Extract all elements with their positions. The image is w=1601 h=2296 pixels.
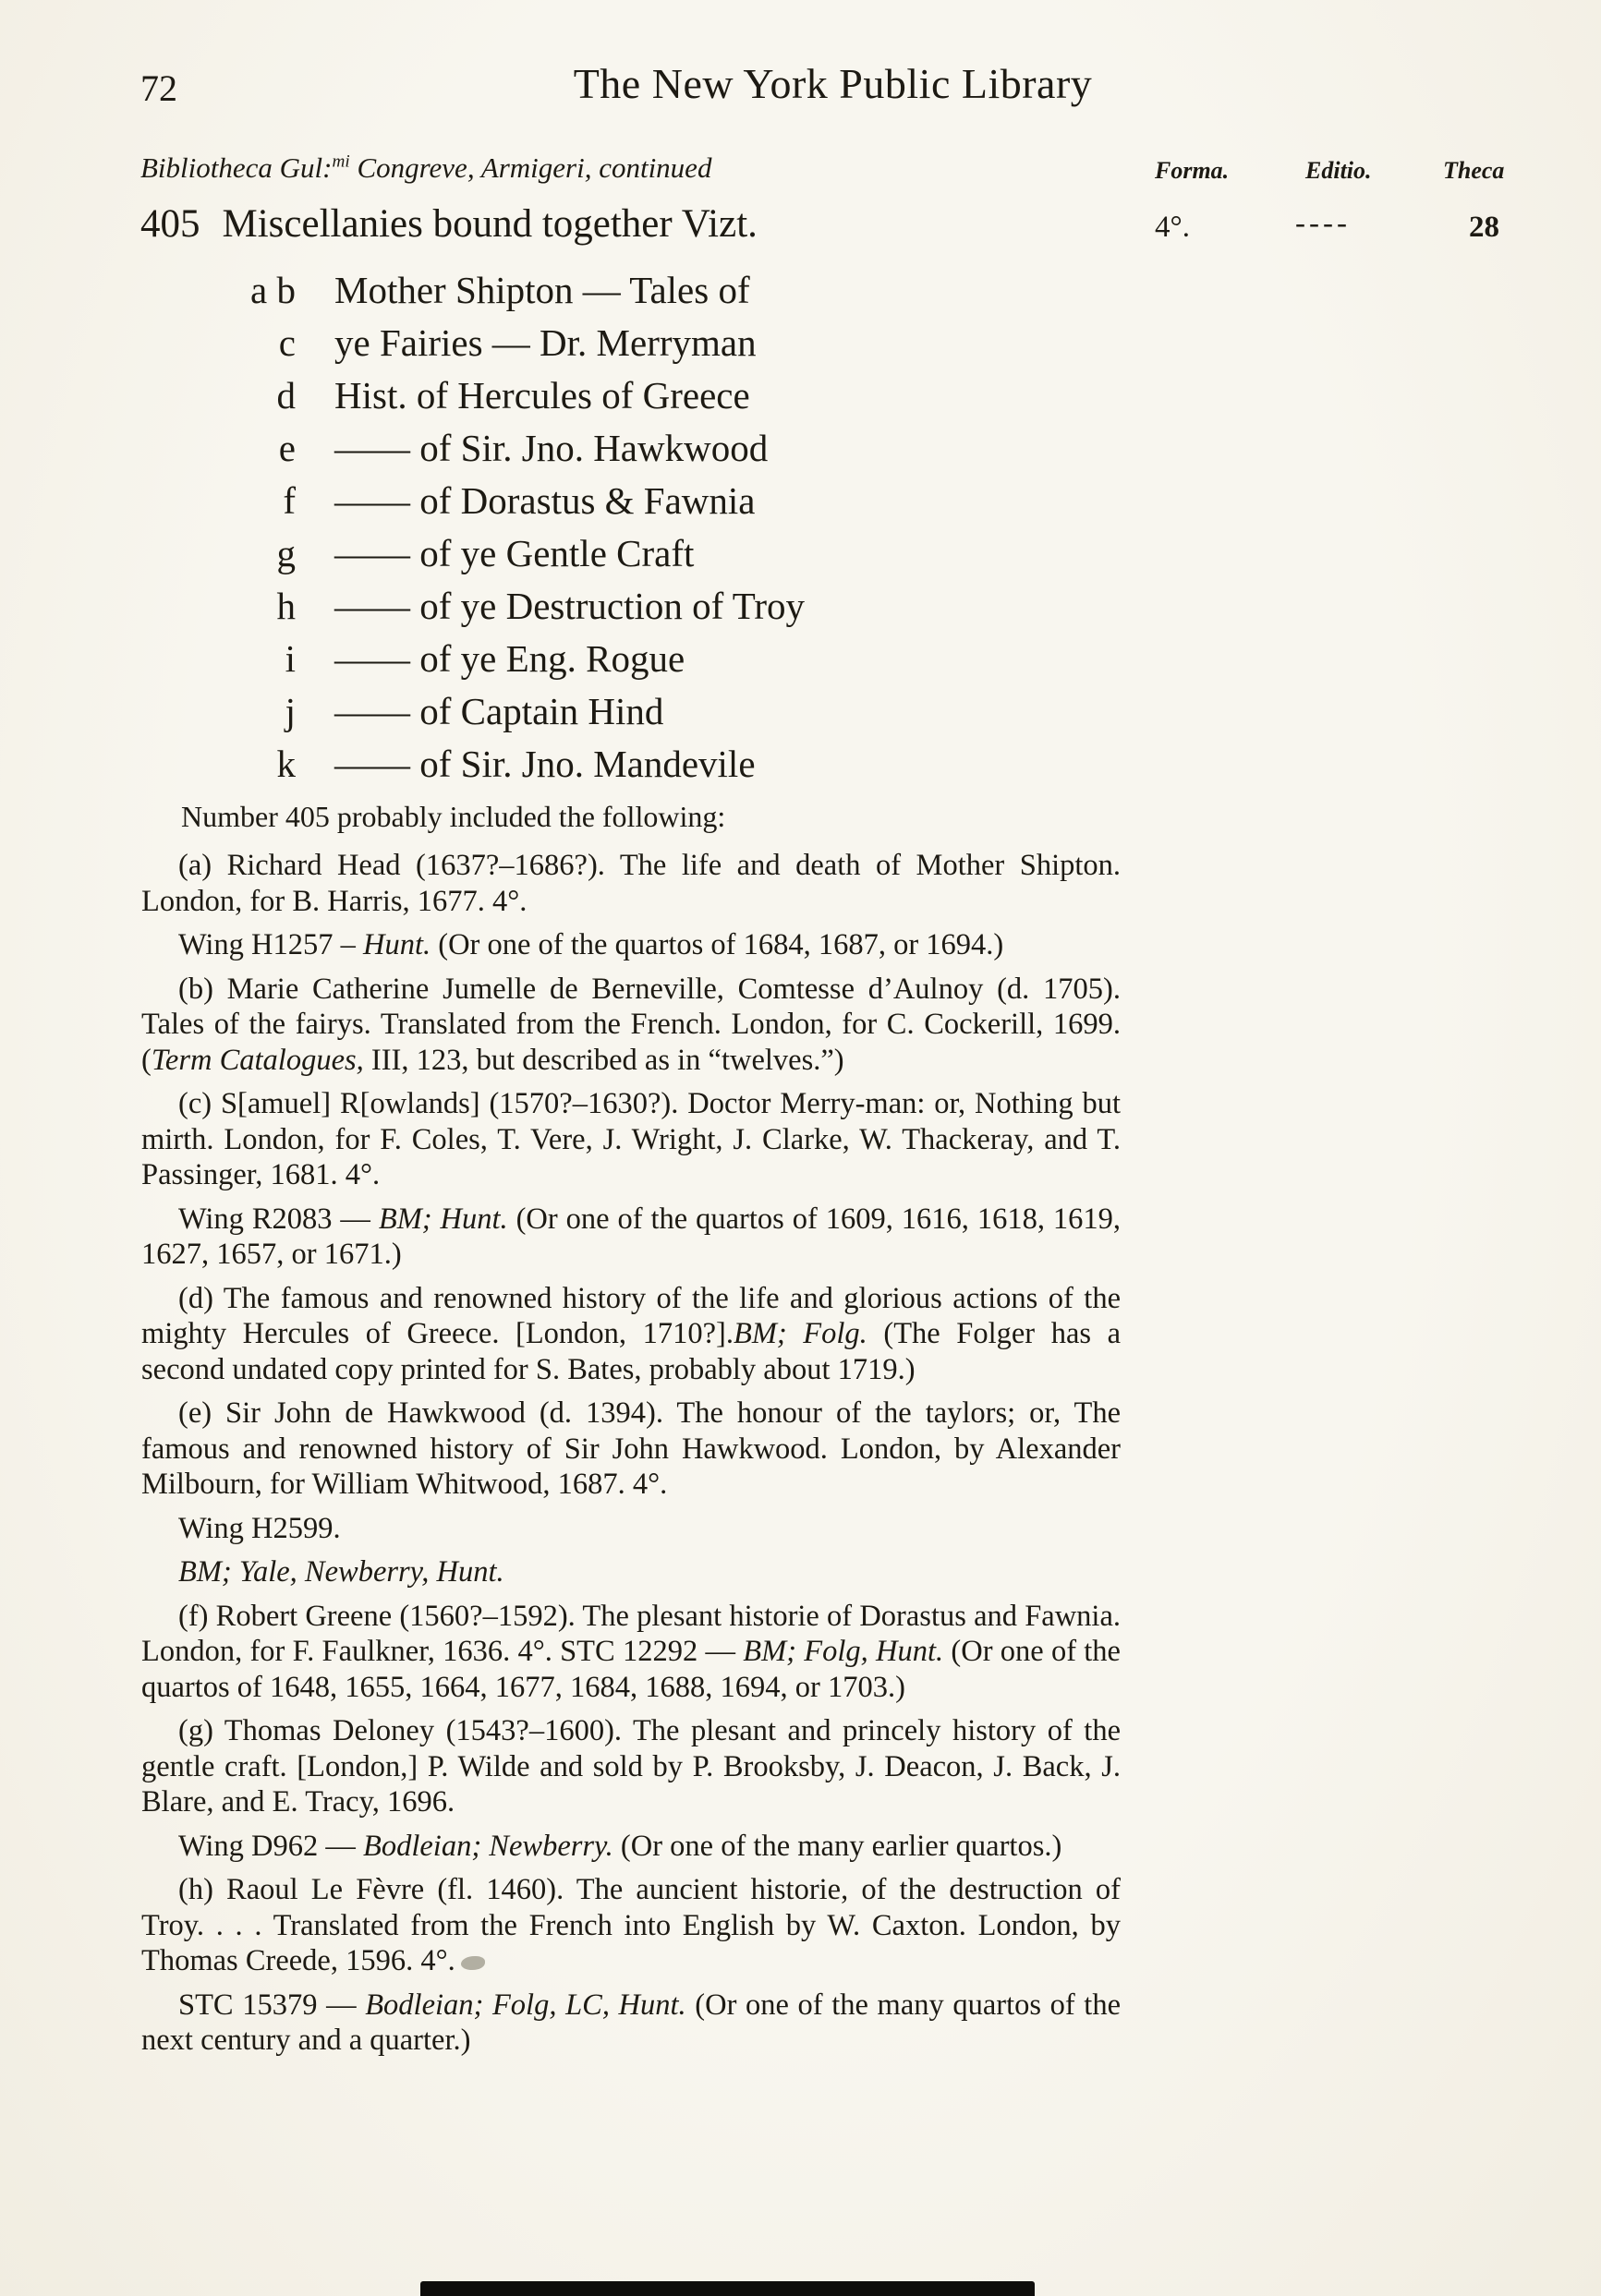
citation-italic: BM; Folg. (734, 1317, 867, 1350)
citation-italic: Bodleian; Newberry. (363, 1829, 613, 1863)
annotation-paragraph (141, 1872, 1121, 1979)
annotation-text: (Or one of the quartos of 1648, 1655, 1664, 1677, 1684, 1688, 1694, or 1703.) (141, 1635, 1121, 1704)
citation-italic: BM; Folg, Hunt. (743, 1635, 944, 1668)
column-header-forma: Forma. (1155, 157, 1230, 184)
annotation-paragraph (141, 1281, 1121, 1388)
entry-item-letter: k (276, 743, 296, 785)
note-line: Number 405 probably included the following: (181, 800, 726, 833)
entry-item-letter: g (276, 532, 296, 574)
entry-item-title: —— of Captain Hind (334, 690, 664, 732)
annotation-text: Wing H1257 – (178, 928, 363, 961)
annotation-text: STC 15379 — (178, 1988, 366, 2022)
annotation-text: III, 123, but described as in “twelves.”) (363, 1043, 844, 1077)
continuation-superscript: mi (332, 151, 350, 172)
entry-forma-value: 4°. (1155, 211, 1190, 244)
entry-item (208, 317, 805, 369)
page-title: The New York Public Library (573, 60, 1093, 107)
entry-item-letter: f (283, 479, 296, 522)
entry-item-list (208, 264, 805, 791)
entry-item-letter: d (276, 374, 296, 417)
annotation-text: (The Folger has a second undated copy printed for S. Bates, probably about 1719.) (141, 1317, 1121, 1386)
entry-item (208, 633, 805, 685)
annotation-paragraph (141, 1202, 1121, 1273)
entry-item (208, 738, 805, 791)
annotation-text: (Or one of the quartos of 1684, 1687, or 1694.) (431, 928, 1004, 961)
entry-item (208, 475, 805, 527)
entry-theca-value: 28 (1469, 211, 1499, 244)
annotation-paragraph (141, 848, 1121, 919)
entry-heading (140, 201, 758, 247)
ink-smudge (461, 1956, 485, 1970)
annotation-text: (a) Richard Head (1637?–1686?). The life and death of Mother Shipton. London, for B. Harris, 1677. 4°. (141, 849, 1121, 918)
entry-number: 405 (140, 202, 200, 246)
page-number: 72 (140, 67, 177, 109)
annotation-text: (e) Sir John de Hawkwood (d. 1394). The honour of the taylors; or, The famous and renowned history of Sir John Hawkwood. London, by Alexander Milbourn, for William Whitwood, 1687. 4°. (141, 1396, 1121, 1501)
annotation-paragraph (141, 1599, 1121, 1706)
annotation-paragraph (141, 1713, 1121, 1820)
entry-item (208, 369, 805, 422)
annotation-paragraph (141, 1829, 1121, 1865)
entry-item-letter: i (285, 637, 296, 680)
entry-item (208, 422, 805, 475)
citation-italic: BM; Yale, Newberry, Hunt. (178, 1555, 504, 1589)
annotation-text: Wing H2599. (178, 1511, 341, 1545)
entry-item (208, 580, 805, 633)
entry-title: Miscellanies bound together Vizt. (222, 202, 758, 246)
entry-item-letter: h (276, 585, 296, 627)
entry-item-letter: j (285, 690, 296, 732)
annotation-paragraph (141, 1086, 1121, 1193)
annotation-text: Wing D962 — (178, 1829, 363, 1863)
entry-item-title: Mother Shipton — Tales of (334, 269, 750, 311)
annotation-text: (Or one of the quartos of 1609, 1616, 1618, 1619, 1627, 1657, or 1671.) (141, 1202, 1121, 1271)
column-header-theca: Theca (1443, 157, 1505, 184)
annotation-paragraph (141, 1396, 1121, 1503)
annotation-text: (g) Thomas Deloney (1543?–1600). The plesant and princely history of the gentle craft. [London,] P. Wilde and sold by P. Brooksby, J. Deacon, J. Back, J. Blare, and E. Tracy, 1696. (141, 1714, 1121, 1819)
continuation-text-pre: Bibliotheca Gul: (140, 151, 333, 184)
entry-item-letter: a b (250, 269, 296, 311)
scan-artifact-bar (420, 2281, 1035, 2296)
annotation-paragraph (141, 972, 1121, 1079)
entry-item-title: —— of ye Gentle Craft (334, 532, 695, 574)
annotation-paragraph (141, 1988, 1121, 2059)
annotation-text: (c) S[amuel] R[owlands] (1570?–1630?). Doctor Merry-man: or, Nothing but mirth. London, for F. Coles, T. Vere, J. Wright, J. Clarke, W. Thackeray, and T. Passinger, 1681. 4°. (141, 1087, 1121, 1191)
entry-item (208, 264, 805, 317)
citation-italic: Bodleian; Folg, LC, Hunt. (365, 1988, 686, 2022)
citation-italic: BM; Hunt. (378, 1202, 508, 1236)
entry-item (208, 685, 805, 738)
citation-italic: Hunt. (363, 928, 431, 961)
column-header-editio: Editio. (1305, 157, 1372, 184)
annotation-text: (f) Robert Greene (1560?–1592). The plesant historie of Dorastus and Fawnia. London, for F. Faulkner, 1636. 4°. STC 12292 — (141, 1599, 1121, 1668)
entry-item-title: —— of Sir. Jno. Hawkwood (334, 427, 769, 469)
annotation-text: (h) Raoul Le Fèvre (fl. 1460). The auncient historie, of the destruction of Troy. . . . Translated from the French into English by W. Caxton. London, by Thomas Creede, 1596. 4°. (141, 1873, 1121, 1977)
annotation-text: Wing R2083 — (178, 1202, 379, 1236)
entry-item-letter: e (278, 427, 296, 469)
annotation-paragraph (141, 1554, 1121, 1590)
entry-item-letter: c (278, 321, 296, 364)
annotation-text: (d) The famous and renowned history of the life and glorious actions of the mighty Hercules of Greece. [London, 1710?]. (141, 1281, 1121, 1350)
entry-editio-value: ---- (1295, 207, 1351, 240)
annotation-text: (Or one of the many quartos of the next century and a quarter.) (141, 1988, 1122, 2057)
annotation-text: (b) Marie Catherine Jumelle de Berneville, Comtesse d’Aulnoy (d. 1705). Tales of the fairys. Translated from the French. London, for C. Cockerill, 1699. ( (141, 972, 1121, 1077)
continuation-text-post: Congreve, Armigeri, continued (349, 151, 712, 184)
entry-item-title: Hist. of Hercules of Greece (334, 374, 750, 417)
annotation-text: (Or one of the many earlier quartos.) (613, 1829, 1062, 1863)
annotation-paragraph (141, 927, 1121, 963)
entry-item-title: —— of ye Eng. Rogue (334, 637, 685, 680)
entry-item-title: —— of Sir. Jno. Mandevile (334, 743, 756, 785)
annotation-paragraphs (141, 848, 1121, 2067)
entry-item-title: —— of Dorastus & Fawnia (334, 479, 756, 522)
entry-item (208, 527, 805, 580)
entry-item-title: ye Fairies — Dr. Merryman (334, 321, 757, 364)
entry-item-title: —— of ye Destruction of Troy (334, 585, 806, 627)
citation-italic: Term Catalogues, (151, 1043, 364, 1077)
annotation-paragraph (141, 1511, 1121, 1547)
section-continuation (140, 151, 711, 185)
